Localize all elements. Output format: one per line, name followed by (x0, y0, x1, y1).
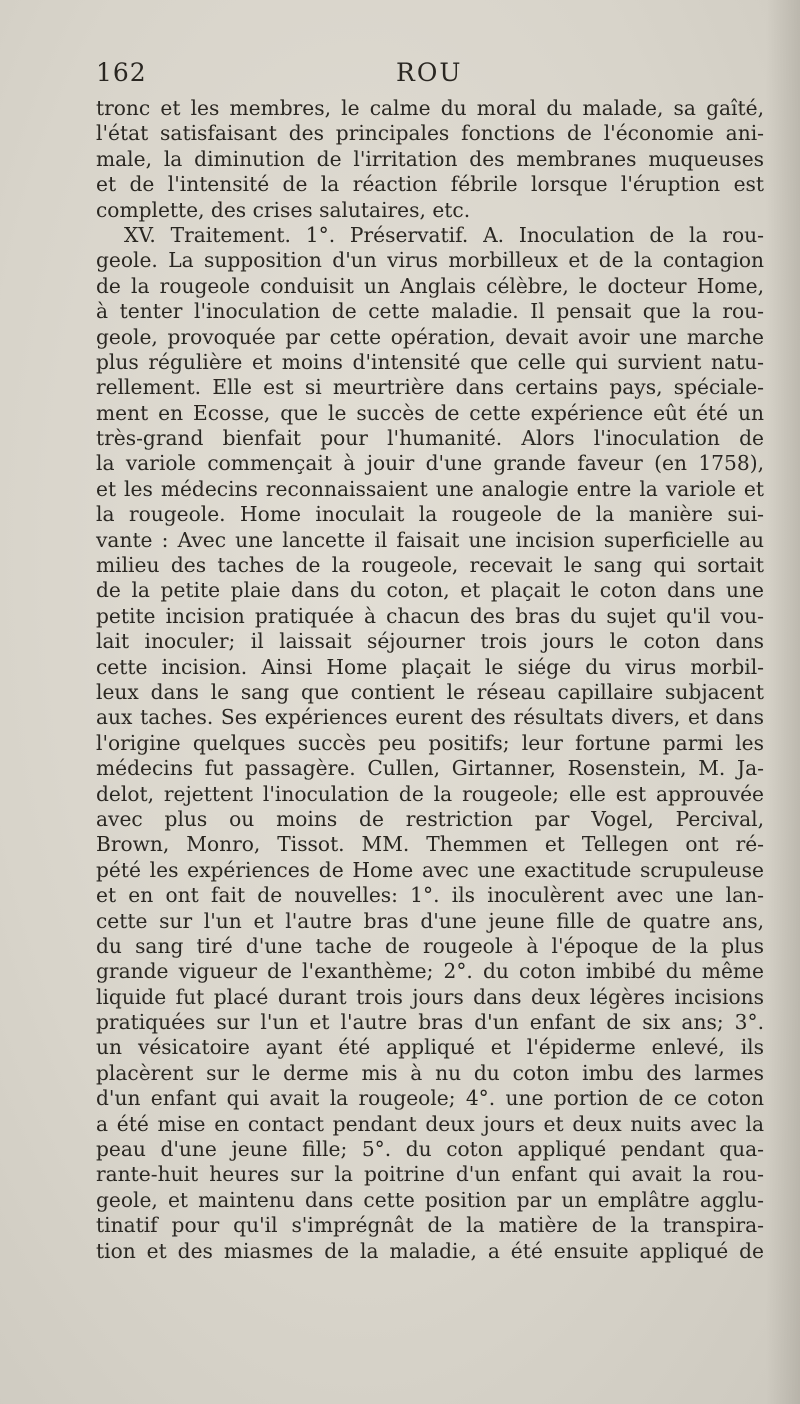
text-line: tion et des miasmes de la maladie, a été ensuite appliqué de (96, 1238, 764, 1263)
text-line: rellement. Elle est si meurtrière dans certains pays, spéciale- (96, 375, 764, 400)
text-line: leux dans le sang que contient le réseau capillaire subjacent (96, 679, 764, 704)
text-line: plus régulière et moins d'intensité que celle qui survient natu- (96, 349, 764, 374)
text-line: de la rougeole conduisit un Anglais célèbre, le docteur Home, (96, 273, 764, 298)
text-line: pratiquées sur l'un et l'autre bras d'un enfant de six ans; 3°. (96, 1010, 764, 1035)
text-line: petite incision pratiquée à chacun des bras du sujet qu'il vou- (96, 603, 764, 628)
text-line: geole, provoquée par cette opération, devait avoir une marche (96, 324, 764, 349)
page-header (96, 58, 764, 94)
text-line: grande vigueur de l'exanthème; 2°. du coton imbibé du même (96, 959, 764, 984)
text-line: a été mise en contact pendant deux jours et deux nuits avec la (96, 1111, 764, 1136)
text-line: male, la diminution de l'irritation des membranes muqueuses (96, 146, 764, 171)
text-line: l'état satisfaisant des principales fonctions de l'économie ani- (96, 121, 764, 146)
text-line: cette incision. Ainsi Home plaçait le siége du virus morbil- (96, 654, 764, 679)
text-line: tinatif pour qu'il s'imprégnât de la matière de la transpira- (96, 1213, 764, 1238)
text-line: lait inoculer; il laissait séjourner trois jours le coton dans (96, 629, 764, 654)
text-line: médecins fut passagère. Cullen, Girtanner, Rosenstein, M. Ja- (96, 756, 764, 781)
text-line: peau d'une jeune fille; 5°. du coton appliqué pendant qua- (96, 1137, 764, 1162)
page-body-text (96, 96, 764, 1264)
text-line: tronc et les membres, le calme du moral du malade, sa gaîté, (96, 96, 764, 120)
text-line: et de l'intensité de la réaction fébrile lorsque l'éruption est (96, 172, 764, 197)
text-line: delot, rejettent l'inoculation de la rougeole; elle est approuvée (96, 781, 764, 806)
text-line: vante : Avec une lancette il faisait une incision superficielle au (96, 527, 764, 552)
text-line: geole. La supposition d'un virus morbilleux et de la contagion (96, 248, 764, 273)
text-line: l'origine quelques succès peu positifs; leur fortune parmi les (96, 730, 764, 755)
text-line: avec plus ou moins de restriction par Vogel, Percival, (96, 806, 764, 831)
text-line: ment en Ecosse, que le succès de cette expérience eût été un (96, 400, 764, 425)
text-line: geole, et maintenu dans cette position par un emplâtre agglu- (96, 1187, 764, 1212)
page-edge-shadow (766, 0, 800, 1404)
text-line: et les médecins reconnaissaient une analogie entre la variole et (96, 476, 764, 501)
text-line: la rougeole. Home inoculait la rougeole de la manière sui- (96, 502, 764, 527)
text-line: pété les expériences de Home avec une exactitude scrupuleuse (96, 857, 764, 882)
text-line: aux taches. Ses expériences eurent des résultats divers, et dans (96, 705, 764, 730)
text-line: du sang tiré d'une tache de rougeole à l'époque de la plus (96, 933, 764, 958)
text-line: placèrent sur le derme mis à nu du coton imbu des larmes (96, 1060, 764, 1085)
text-line: cette sur l'un et l'autre bras d'une jeune fille de quatre ans, (96, 908, 764, 933)
text-line: et en ont fait de nouvelles: 1°. ils inoculèrent avec une lan- (96, 883, 764, 908)
text-line: la variole commençait à jouir d'une grande faveur (en 1758), (96, 451, 764, 476)
text-line: à tenter l'inoculation de cette maladie. Il pensait que la rou- (96, 299, 764, 324)
text-line: de la petite plaie dans du coton, et plaçait le coton dans une (96, 578, 764, 603)
section-heading-line: XV. Traitement. 1°. Préservatif. A. Inoculation de la rou- (124, 222, 764, 247)
text-line: Brown, Monro, Tissot. MM. Themmen et Tellegen ont ré- (96, 832, 764, 857)
text-line: rante-huit heures sur la poitrine d'un enfant qui avait la rou- (96, 1162, 764, 1187)
text-line: complette, des crises salutaires, etc. (96, 197, 471, 222)
running-head: ROU (396, 58, 463, 87)
text-line: un vésicatoire ayant été appliqué et l'épiderme enlevé, ils (96, 1035, 764, 1060)
text-line: d'un enfant qui avait la rougeole; 4°. une portion de ce coton (96, 1086, 764, 1111)
text-line: liquide fut placé durant trois jours dans deux légères incisions (96, 984, 764, 1009)
text-line: milieu des taches de la rougeole, recevait le sang qui sortait (96, 553, 764, 578)
page-number: 162 (96, 58, 147, 87)
text-line: très-grand bienfait pour l'humanité. Alors l'inoculation de (96, 426, 764, 451)
